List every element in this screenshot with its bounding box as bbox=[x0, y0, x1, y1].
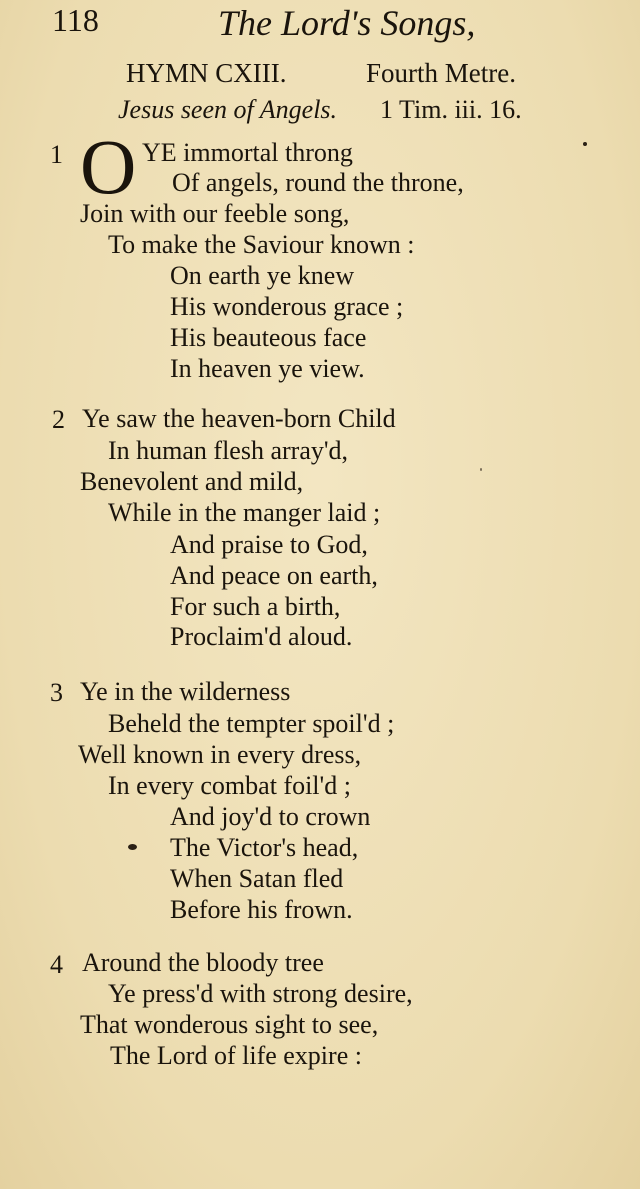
verse-line: And peace on earth, bbox=[170, 561, 378, 590]
verse-line: Ye press'd with strong desire, bbox=[108, 979, 413, 1008]
stanza-number: 4 bbox=[50, 950, 63, 979]
hymn-subject: Jesus seen of Angels. bbox=[118, 95, 338, 124]
verse-line: Around the bloody tree bbox=[82, 948, 324, 977]
scripture-reference: 1 Tim. iii. 16. bbox=[380, 95, 522, 124]
verse-line: The Lord of life expire : bbox=[110, 1041, 362, 1070]
ink-speck bbox=[480, 468, 482, 471]
verse-line: Ye saw the heaven-born Child bbox=[82, 404, 396, 433]
verse-line: In heaven ye view. bbox=[170, 354, 365, 383]
hymn-title: HYMN CXIII. bbox=[126, 58, 287, 88]
verse-line: Of angels, round the throne, bbox=[172, 168, 464, 197]
verse-line: And joy'd to crown bbox=[170, 802, 371, 831]
verse-line: In human flesh array'd, bbox=[108, 436, 349, 465]
verse-line: Join with our feeble song, bbox=[80, 199, 350, 228]
verse-line: Before his frown. bbox=[170, 895, 353, 924]
ink-speck bbox=[128, 844, 137, 850]
verse-line: Beheld the tempter spoil'd ; bbox=[108, 709, 395, 738]
verse-line: While in the manger laid ; bbox=[108, 498, 381, 527]
verse-line: To make the Saviour known : bbox=[108, 230, 415, 259]
verse-line: That wonderous sight to see, bbox=[80, 1010, 379, 1039]
verse-line: On earth ye knew bbox=[170, 261, 355, 290]
hymn-metre: Fourth Metre. bbox=[366, 58, 516, 88]
page-number: 118 bbox=[52, 2, 99, 38]
running-title: The Lord's Songs, bbox=[218, 3, 476, 43]
verse-line: For such a birth, bbox=[170, 592, 341, 621]
verse-line: Benevolent and mild, bbox=[80, 467, 304, 496]
verse-line: The Victor's head, bbox=[170, 833, 359, 862]
stanza-number: 2 bbox=[52, 405, 65, 434]
drop-cap-letter: O bbox=[80, 123, 137, 210]
verse-line: Proclaim'd aloud. bbox=[170, 622, 353, 651]
ink-speck bbox=[583, 142, 587, 146]
verse-line: Well known in every dress, bbox=[78, 740, 362, 769]
stanza-number: 3 bbox=[50, 678, 63, 707]
verse-line: His wonderous grace ; bbox=[170, 292, 404, 321]
verse-line: In every combat foil'd ; bbox=[108, 771, 351, 800]
verse-line: And praise to God, bbox=[170, 530, 368, 559]
stanza-number: 1 bbox=[50, 140, 63, 169]
verse-line: Ye in the wilderness bbox=[80, 677, 291, 706]
verse-line: YE immortal throng bbox=[142, 138, 353, 167]
verse-line: When Satan fled bbox=[170, 864, 344, 893]
verse-line: His beauteous face bbox=[170, 323, 367, 352]
